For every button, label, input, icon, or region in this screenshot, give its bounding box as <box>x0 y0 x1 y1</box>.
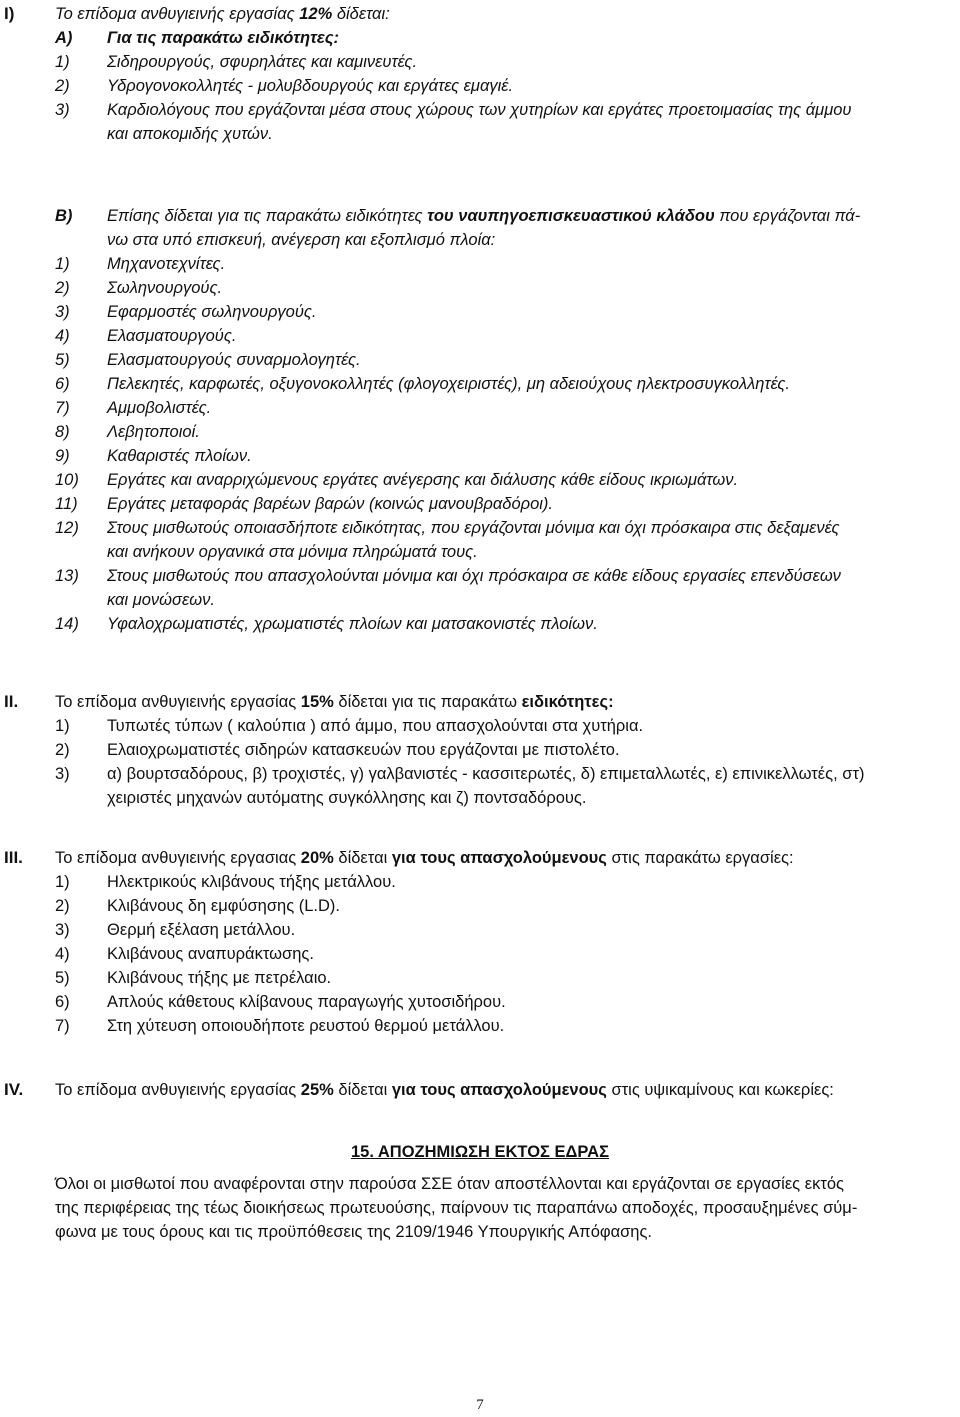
section-ii-body <box>55 690 948 810</box>
list-text: Καθαριστές πλοίων. <box>107 447 252 465</box>
list-item <box>55 348 948 372</box>
list-number: 3) <box>55 921 70 939</box>
list-number: 7) <box>55 399 70 417</box>
subsection-b-heading <box>55 204 948 252</box>
list-text: Μηχανοτεχνίτες. <box>107 255 226 273</box>
subsection-text: που εργάζονται πά- <box>714 207 861 225</box>
list-text: Στους μισθωτούς οποιασδήποτε ειδικότητας, που εργάζονται μόνιμα και όχι πρόσκαιρα στις δεξαμενές <box>107 519 840 537</box>
intro-text: Το επίδομα ανθυγιεινής εργασιας <box>55 849 301 867</box>
list-item <box>55 396 948 420</box>
list-number: 2) <box>55 741 70 759</box>
percentage: 15% <box>300 693 334 711</box>
list-item <box>55 714 948 738</box>
percentage: 12% <box>299 5 333 23</box>
list-text-continued: και αποκομιδής χυτών. <box>107 125 273 143</box>
section-iii-body <box>55 846 948 1038</box>
list-item <box>55 564 948 612</box>
list-item <box>55 966 948 990</box>
list-text: Σωληνουργούς. <box>107 279 223 297</box>
list-number: 3) <box>55 303 70 321</box>
list-text: Υδρογονοκολλητές - μολυβδουργούς και εργάτες εμαγιέ. <box>107 77 514 95</box>
intro-bold-text: για τους απασχολούμενους <box>391 849 607 867</box>
list-number: 2) <box>55 897 70 915</box>
subsection-text: Για τις παρακάτω <box>107 29 248 47</box>
intro-text: δίδεται <box>333 1081 392 1099</box>
list-number: 9) <box>55 447 70 465</box>
list-text: Κλιβάνους δη εμφύσησης (L.D). <box>107 897 340 915</box>
percentage: 20% <box>300 849 334 867</box>
percentage: 25% <box>300 1081 334 1099</box>
list-item <box>55 894 948 918</box>
intro-text: Το επίδομα ανθυγιεινής εργασίας <box>55 5 300 23</box>
list-item <box>55 276 948 300</box>
list-text: Εργάτες μεταφοράς βαρέων βαρών (κοινώς μανουβραδόροι). <box>107 495 553 513</box>
list-number: 1) <box>55 873 70 891</box>
section-intro <box>55 1078 948 1102</box>
list-number: 5) <box>55 351 70 369</box>
section-15-title: 15. ΑΠΟΖΗΜΙΩΣΗ ΕΚΤΟΣ ΕΔΡΑΣ <box>350 1143 609 1161</box>
section-roman-numeral: IV. <box>4 1080 24 1099</box>
list-number: 1) <box>55 255 70 273</box>
list-item <box>55 324 948 348</box>
list-number: 5) <box>55 969 70 987</box>
list-number: 14) <box>55 615 79 633</box>
list-text: Στους μισθωτούς που απασχολούνται μόνιμα και όχι πρόσκαιρα σε κάθε είδους εργασίες επενδύσεων <box>107 567 841 585</box>
intro-text: δίδεται <box>333 849 392 867</box>
list-number: 6) <box>55 375 70 393</box>
list-number: 11) <box>55 495 78 513</box>
list-number: 4) <box>55 327 70 345</box>
list-number: 10) <box>55 471 79 489</box>
section-intro <box>55 690 948 714</box>
section-iv-body <box>55 1078 948 1102</box>
list-text-continued: χειριστές μηχανών αυτόματης συγκόλλησης και ζ) ποντσαδόρους. <box>107 789 587 807</box>
intro-text: δίδεται: <box>332 5 390 23</box>
list-number: 12) <box>55 519 79 537</box>
intro-text: Το επίδομα ανθυγιεινής εργασίας <box>55 1081 301 1099</box>
list-item <box>55 942 948 966</box>
subsection-label: A) <box>55 29 73 47</box>
list-item <box>55 738 948 762</box>
list-number: 1) <box>55 717 70 735</box>
list-item <box>55 492 948 516</box>
list-item <box>55 372 948 396</box>
list-number: 6) <box>55 993 70 1011</box>
subsection-text-continued: νω στα υπό επισκευή, ανέγερση και εξοπλισμό πλοία: <box>107 231 496 249</box>
list-text: Θερμή εξέλαση μετάλλου. <box>107 921 296 939</box>
list-text-continued: και ανήκουν οργανικά στα μόνιμα πληρώματά τους. <box>107 543 478 561</box>
list-item <box>55 990 948 1014</box>
list-text: Τυπωτές τύπων ( καλούπια ) από άμμο, που απασχολούνται στα χυτήρια. <box>107 717 644 735</box>
section-roman-numeral: II. <box>4 692 19 711</box>
list-item <box>55 516 948 564</box>
subsection-label: B) <box>55 207 73 225</box>
intro-text: δίδεται για τις παρακάτω <box>333 693 522 711</box>
list-item <box>55 870 948 894</box>
list-number: 3) <box>55 101 70 119</box>
list-text: Λεβητοποιοί. <box>107 423 200 441</box>
paragraph-line: Όλοι οι μισθωτοί που αναφέρονται στην παρούσα ΣΣΕ όταν αποστέλλονται και εργάζονται σε εργασίες εκτός <box>55 1175 844 1193</box>
list-item <box>55 612 948 636</box>
subsection-bold-text: ειδικότητες: <box>247 29 340 47</box>
list-text: Απλούς κάθετους κλίβανους παραγωγής χυτοσιδήρου. <box>107 993 506 1011</box>
list-number: 8) <box>55 423 70 441</box>
list-item <box>55 420 948 444</box>
list-text: Σιδηρουργούς, σφυρηλάτες και καμινευτές. <box>107 53 418 71</box>
section-intro <box>55 846 948 870</box>
list-text: Υφαλοχρωματιστές, χρωματιστές πλοίων και ματσακονιστές πλοίων. <box>107 615 598 633</box>
list-number: 3) <box>55 765 70 783</box>
intro-text: στις παρακάτω εργασίες: <box>606 849 794 867</box>
list-number: 13) <box>55 567 79 585</box>
section-roman-numeral: I) <box>4 4 15 23</box>
list-item <box>55 300 948 324</box>
list-text: Ηλεκτρικούς κλιβάνους τήξης μετάλλου. <box>107 873 396 891</box>
list-item <box>55 468 948 492</box>
list-text: Ελασματουργούς. <box>107 327 237 345</box>
intro-text: Το επίδομα ανθυγιεινής εργασίας <box>55 693 301 711</box>
section-i-body <box>55 2 948 146</box>
list-text: Στη χύτευση οποιουδήποτε ρευστού θερμού μετάλλου. <box>107 1017 505 1035</box>
list-item <box>55 762 948 810</box>
list-text: Κλιβάνους αναπυράκτωσης. <box>107 945 314 963</box>
list-item <box>55 444 948 468</box>
list-number: 7) <box>55 1017 70 1035</box>
list-number: 4) <box>55 945 70 963</box>
list-item <box>55 252 948 276</box>
list-text: Κλιβάνους τήξης με πετρέλαιο. <box>107 969 332 987</box>
list-text: Καρδιολόγους που εργάζονται μέσα στους χώρους των χυτηρίων και εργάτες προετοιμασίας της άμμου <box>107 101 852 119</box>
subsection-bold-text: του ναυπηγοεπισκευαστικού κλάδου <box>427 207 715 225</box>
section-intro <box>55 2 948 26</box>
list-text: Πελεκητές, καρφωτές, οξυγονοκολλητές (φλογοχειριστές), μη αδειούχους ηλεκτροσυγκολλητές. <box>107 375 790 393</box>
subsection-text: Επίσης δίδεται για τις παρακάτω ειδικότητες <box>107 207 428 225</box>
list-text: Ελαιοχρωματιστές σιδηρών κατασκευών που εργάζονται με πιστολέτο. <box>107 741 620 759</box>
list-item <box>55 50 948 74</box>
intro-text: στις υψικαμίνους και κωκερίες: <box>606 1081 834 1099</box>
list-number: 1) <box>55 53 70 71</box>
list-text: Εργάτες και αναρριχώμενους εργάτες ανέγερσης και διάλυσης κάθε είδους ικριωμάτων. <box>107 471 739 489</box>
list-text-continued: και μονώσεων. <box>107 591 215 609</box>
intro-bold-text: ειδικότητες: <box>521 693 614 711</box>
list-item <box>55 74 948 98</box>
list-item <box>55 1014 948 1038</box>
list-text: α) βουρτσαδόρους, β) τροχιστές, γ) γαλβανιστές - κασσιτερωτές, δ) επιμεταλλωτές, ε) επινικελλωτές, στ) <box>107 765 865 783</box>
subsection-a-heading <box>55 26 948 50</box>
intro-bold-text: για τους απασχολούμενους <box>391 1081 607 1099</box>
list-number: 2) <box>55 77 70 95</box>
list-item <box>55 918 948 942</box>
paragraph-line: της περιφέρειας της τέως διοικήσεως πρωτευούσης, παίρνουν τις παραπάνω αποδοχές, προσαυξημένες σύμ- <box>55 1199 858 1217</box>
list-text: Ελασματουργούς συναρμολογητές. <box>107 351 361 369</box>
list-text: Εφαρμοστές σωληνουργούς. <box>107 303 317 321</box>
section-roman-numeral: III. <box>4 848 23 867</box>
subsection-b-body <box>55 204 948 636</box>
list-text: Αμμοβολιστές. <box>107 399 212 417</box>
paragraph-line: φωνα με τους όρους και τις προϋπόθεσεις της 2109/1946 Υπουργικής Απόφασης. <box>55 1223 653 1241</box>
section-15-paragraph <box>55 1172 950 1244</box>
list-item <box>55 98 948 146</box>
list-number: 2) <box>55 279 70 297</box>
page-number: 7 <box>476 1397 484 1413</box>
